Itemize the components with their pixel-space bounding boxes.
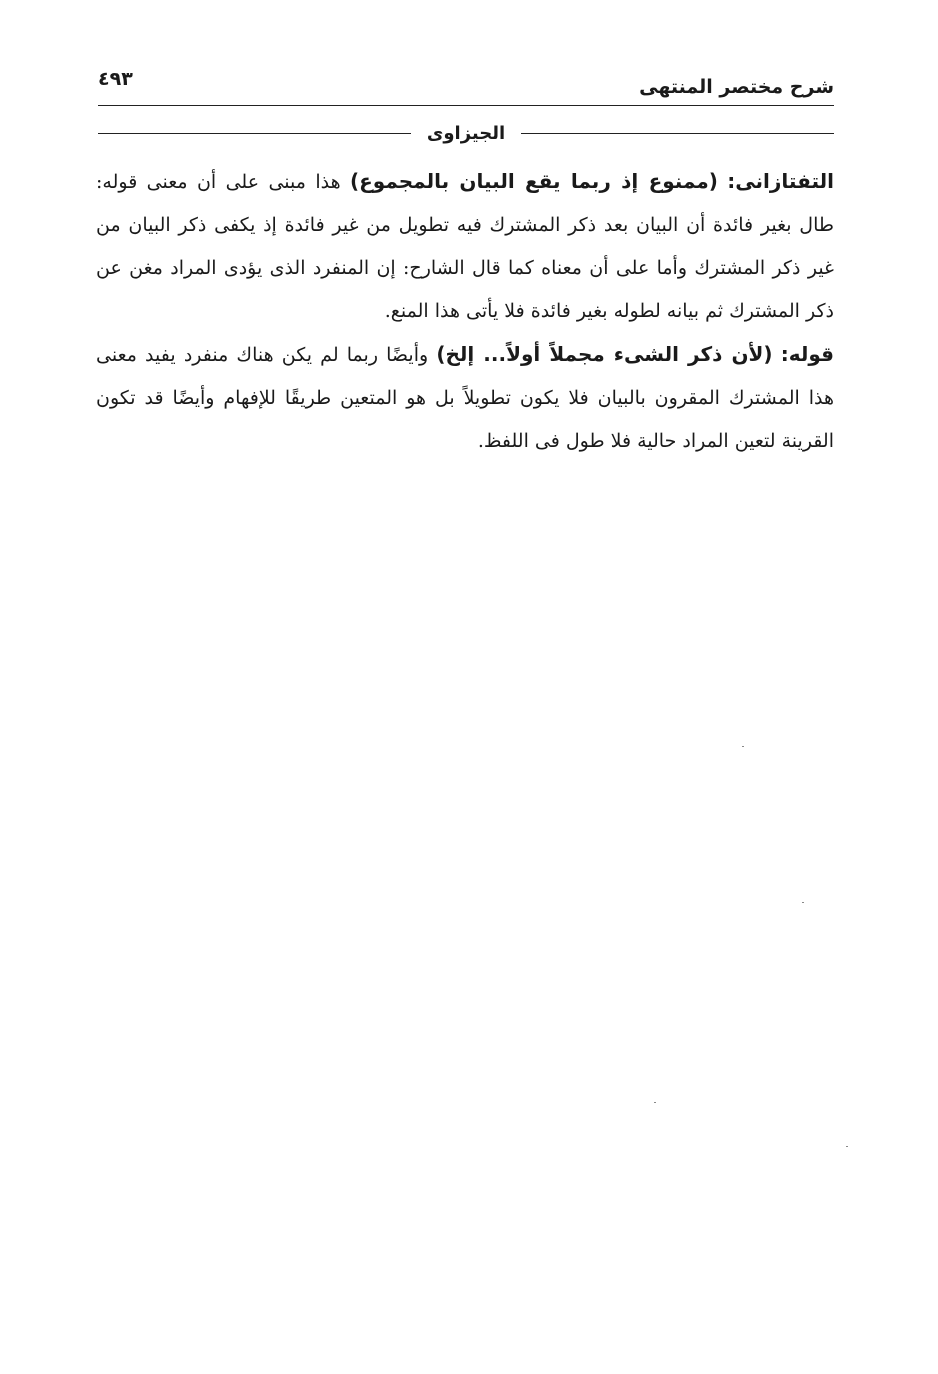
quoted-matn: (لأن ذكر الشىء مجملاً أولاً... إلخ) bbox=[436, 342, 773, 366]
running-title: شرح مختصر المنتهى bbox=[639, 76, 834, 98]
paragraph-lead: التفتازانى: bbox=[727, 169, 834, 193]
header-rule bbox=[98, 105, 834, 106]
section-heading bbox=[98, 120, 834, 146]
paragraph-2 bbox=[96, 333, 834, 463]
page-header bbox=[98, 66, 834, 106]
commentary-text bbox=[96, 160, 834, 463]
paragraph-body: هذا مبنى على أن معنى قوله: طال بغير فائدة أن البيان بعد ذكر المشترك فيه تطويل من غير فائدة إذ يكفى ذكر البيان من غير ذكر المشترك وأما على أن معناه كما قال الشارح: إن المنفرد الذى يؤدى المراد مغن عن ذكر المشترك ثم بيانه لطوله بغير فائدة فلا يأتى هذا المنع. bbox=[96, 171, 834, 322]
paragraph-lead: قوله: bbox=[780, 342, 835, 366]
paragraph-1 bbox=[96, 160, 834, 333]
section-heading-label: الجيزاوى bbox=[426, 122, 506, 144]
quoted-matn: (ممنوع إذ ربما يقع البيان بالمجموع) bbox=[350, 169, 718, 193]
scan-speck bbox=[846, 1146, 848, 1147]
heading-rule-left bbox=[98, 133, 411, 134]
scan-speck bbox=[742, 746, 744, 747]
scan-speck bbox=[654, 1102, 656, 1103]
paragraph-body: وأيضًا ربما لم يكن هناك منفرد يفيد معنى هذا المشترك المقرون بالبيان فلا يكون تطويلاً بل هو المتعين طريقًا للإفهام وأيضًا قد تكون القرينة لتعين المراد حالية فلا طول فى اللفظ. bbox=[96, 344, 834, 452]
scan-speck bbox=[802, 902, 804, 903]
heading-rule-right bbox=[521, 133, 834, 134]
page-number: ٤٩٣ bbox=[98, 68, 133, 90]
